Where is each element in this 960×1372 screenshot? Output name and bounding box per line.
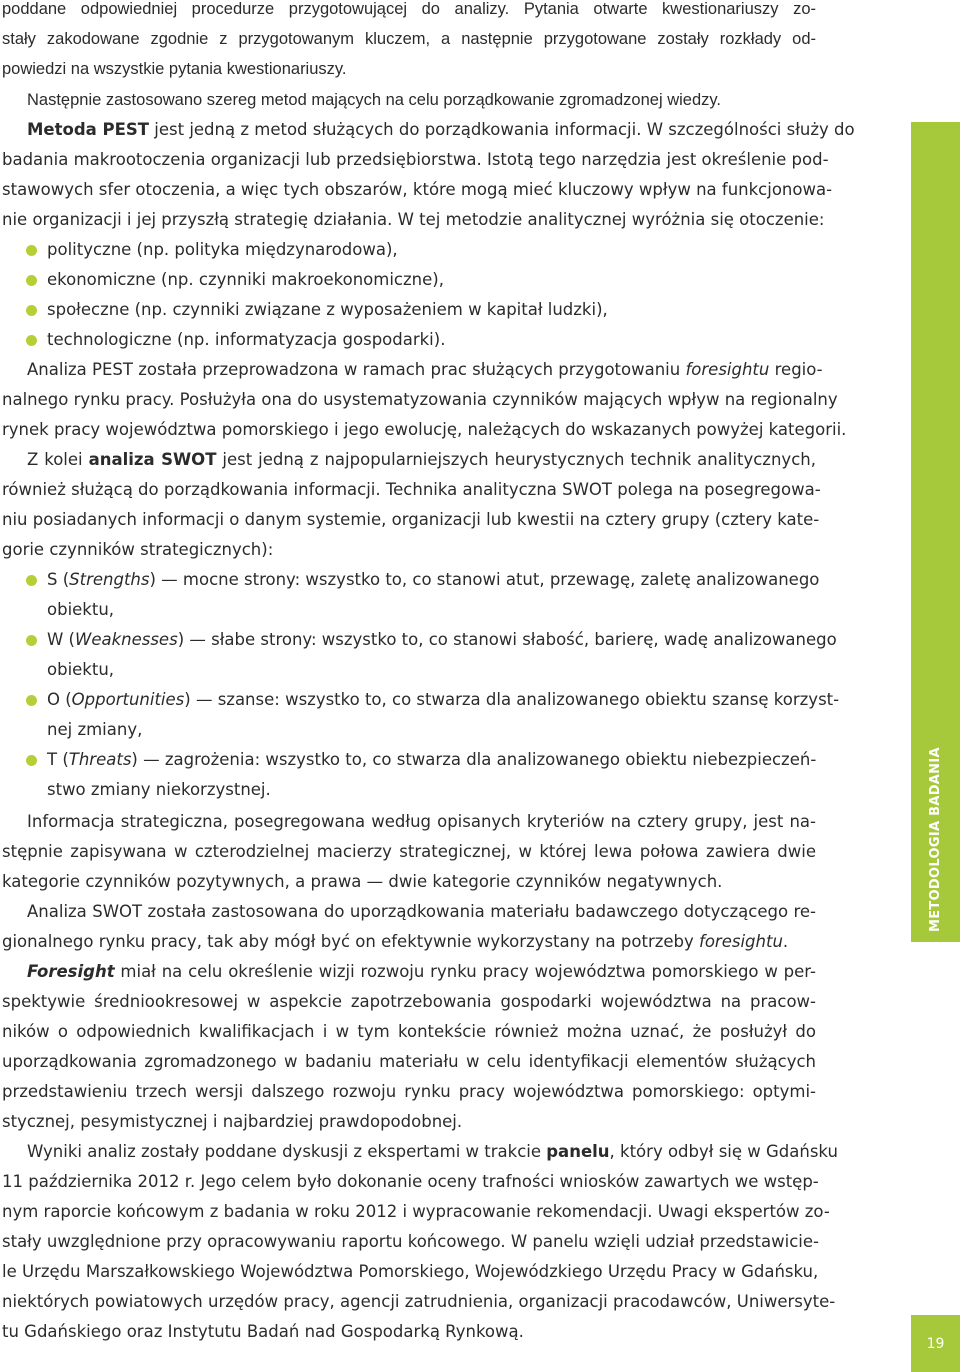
term-foresightu: foresightu [699,932,783,951]
list-item: technologiczne (np. informatyzacja gospodarki). [47,330,446,349]
paragraph-line: kategorie czynników pozytywnych, a prawa — dwie kategorie czynników negatywnych. [2,872,723,891]
bullet-icon [26,635,37,646]
paragraph-line: spektywie średniookresowej w aspekcie zapotrzebowania gospodarki województwa na pracow- [2,992,816,1011]
paragraph-line: rynek pracy województwa pomorskiego i jego ewolucję, należących do wskazanych powyżej kategorii. [2,420,847,439]
paragraph-line: 11 października 2012 r. Jego celem było dokonanie oceny trafności wniosków zawartych we wstęp- [2,1172,819,1191]
paragraph-line: stępnie zapisywana w czterodzielnej macierzy strategicznej, w której lewa połowa zawiera dwie [2,842,816,861]
list-item-continuation: obiektu, [47,660,115,679]
paragraph-line: stały uwzględnione przy opracowywaniu raportu końcowego. W panelu wzięli udział przedstawicie- [2,1232,819,1251]
term-opportunities: Opportunities [71,690,185,709]
paragraph-line: gorie czynników strategicznych): [2,540,274,559]
section-label: METODOLOGIA BADANIA [928,747,943,932]
paragraph-line: nalnego rynku pracy. Posłużyła ona do usystematyzowania czynników mających wpływ na regionalny [2,390,838,409]
paragraph-line: tu Gdańskiego oraz Instytutu Badań nad Gospodarką Rynkową. [2,1322,524,1341]
term-pest: Metoda PEST [27,120,150,139]
paragraph-line: poddane odpowiedniej procedurze przygotowującej do analizy. Pytania otwarte kwestionariuszy zo- [2,0,816,18]
paragraph-line: ników o odpowiednich kwalifikacjach i w tym kontekście również można uznać, że posłużył do [2,1022,816,1041]
paragraph-line: Wyniki analiz zostały poddane dyskusji z ekspertami w trakcie panelu, który odbył się w Gdańsku [27,1142,838,1161]
paragraph-line: Informacja strategiczna, posegregowana według opisanych kryteriów na cztery grupy, jest na- [27,812,816,831]
term-weaknesses: Weaknesses [75,630,178,649]
bullet-icon [26,755,37,766]
paragraph-line: Foresight miał na celu określenie wizji rozwoju rynku pracy województwa pomorskiego w per- [27,962,816,981]
paragraph-line: badania makrootoczenia organizacji lub przedsiębiorstwa. Istotą tego narzędzia jest określenie pod- [2,150,829,169]
list-item: ekonomiczne (np. czynniki makroekonomiczne), [47,270,444,289]
term-threats: Threats [68,750,132,769]
term-strengths: Strengths [69,570,150,589]
list-item: O (Opportunities) — szanse: wszystko to, co stwarza dla analizowanego obiektu szansę korzyst- [47,690,840,709]
paragraph-line: gionalnego rynku pracy, tak aby mógł być on efektywnie wykorzystany na potrzeby foresightu. [2,932,789,951]
bullet-icon [26,575,37,586]
bullet-icon [26,275,37,286]
bullet-icon [26,245,37,256]
list-item: W (Weaknesses) — słabe strony: wszystko to, co stanowi słabość, barierę, wadę analizowanego [47,630,837,649]
term-panel: panelu [546,1142,610,1161]
paragraph-line: le Urzędu Marszałkowskiego Województwa Pomorskiego, Wojewódzkiego Urzędu Pracy w Gdańsku, [2,1262,819,1281]
paragraph-line: przedstawieniu trzech wersji dalszego rozwoju rynku pracy województwa pomorskiego: optymi- [2,1082,816,1101]
paragraph-line: niektórych powiatowych urzędów pracy, agencji zatrudnienia, organizacji pracodawców, Uniwersyte- [2,1292,836,1311]
paragraph-line: stycznej, pesymistycznej i najbardziej prawdopodobnej. [2,1112,463,1131]
paragraph-line: Analiza SWOT została zastosowana do uporządkowania materiału badawczego dotyczącego re- [27,902,816,921]
paragraph-line: stały zakodowane zgodnie z przygotowanym kluczem, a następnie przygotowane zostały rozkłady od- [2,30,816,48]
list-item: społeczne (np. czynniki związane z wyposażeniem w kapitał ludzki), [47,300,608,319]
bullet-icon [26,335,37,346]
paragraph-line: Następnie zastosowano szereg metod mających na celu porządkowanie zgromadzonej wiedzy. [27,91,721,109]
bullet-icon [26,305,37,316]
paragraph-line: Z kolei analiza SWOT jest jedną z najpopularniejszych heurystycznych technik analitycznych, [27,450,816,469]
bullet-icon [26,695,37,706]
paragraph-line: również służącą do porządkowania informacji. Technika analityczna SWOT polega na posegregowa- [2,480,821,499]
term-swot: analiza SWOT [88,450,217,469]
paragraph-line: stawowych sfer otoczenia, a więc tych obszarów, które mogą mieć kluczowy wpływ na funkcjonowa- [2,180,833,199]
paragraph-line: niu posiadanych informacji o danym systemie, organizacji lub kwestii na cztery grupy (cztery kate- [2,510,820,529]
page-number: 19 [911,1315,960,1372]
list-item: polityczne (np. polityka międzynarodowa), [47,240,398,259]
paragraph-line: nym raporcie końcowym z badania w roku 2012 i wypracowanie rekomendacji. Uwagi ekspertów zo- [2,1202,830,1221]
paragraph-line: Analiza PEST została przeprowadzona w ramach prac służących przygotowaniu foresightu regio- [27,360,823,379]
paragraph-line: powiedzi na wszystkie pytania kwestionariuszy. [2,60,347,78]
term-foresight: Foresight [27,962,115,981]
list-item: T (Threats) — zagrożenia: wszystko to, co stwarza dla analizowanego obiektu niebezpieczeń- [47,750,817,769]
list-item-continuation: nej zmiany, [47,720,143,739]
list-item: S (Strengths) — mocne strony: wszystko to, co stanowi atut, przewagę, zaletę analizowanego [47,570,820,589]
paragraph-line: uporządkowania zgromadzonego w badaniu materiału w celu identyfikacji elementów służących [2,1052,816,1071]
paragraph-line: nie organizacji i jej przyszłą strategię działania. W tej metodzie analitycznej wyróżnia się otoczenie: [2,210,825,229]
list-item-continuation: stwo zmiany niekorzystnej. [47,780,271,799]
paragraph-line: Metoda PEST jest jedną z metod służących do porządkowania informacji. W szczególności służy do [27,120,855,139]
list-item-continuation: obiektu, [47,600,115,619]
term-foresightu: foresightu [685,360,770,379]
